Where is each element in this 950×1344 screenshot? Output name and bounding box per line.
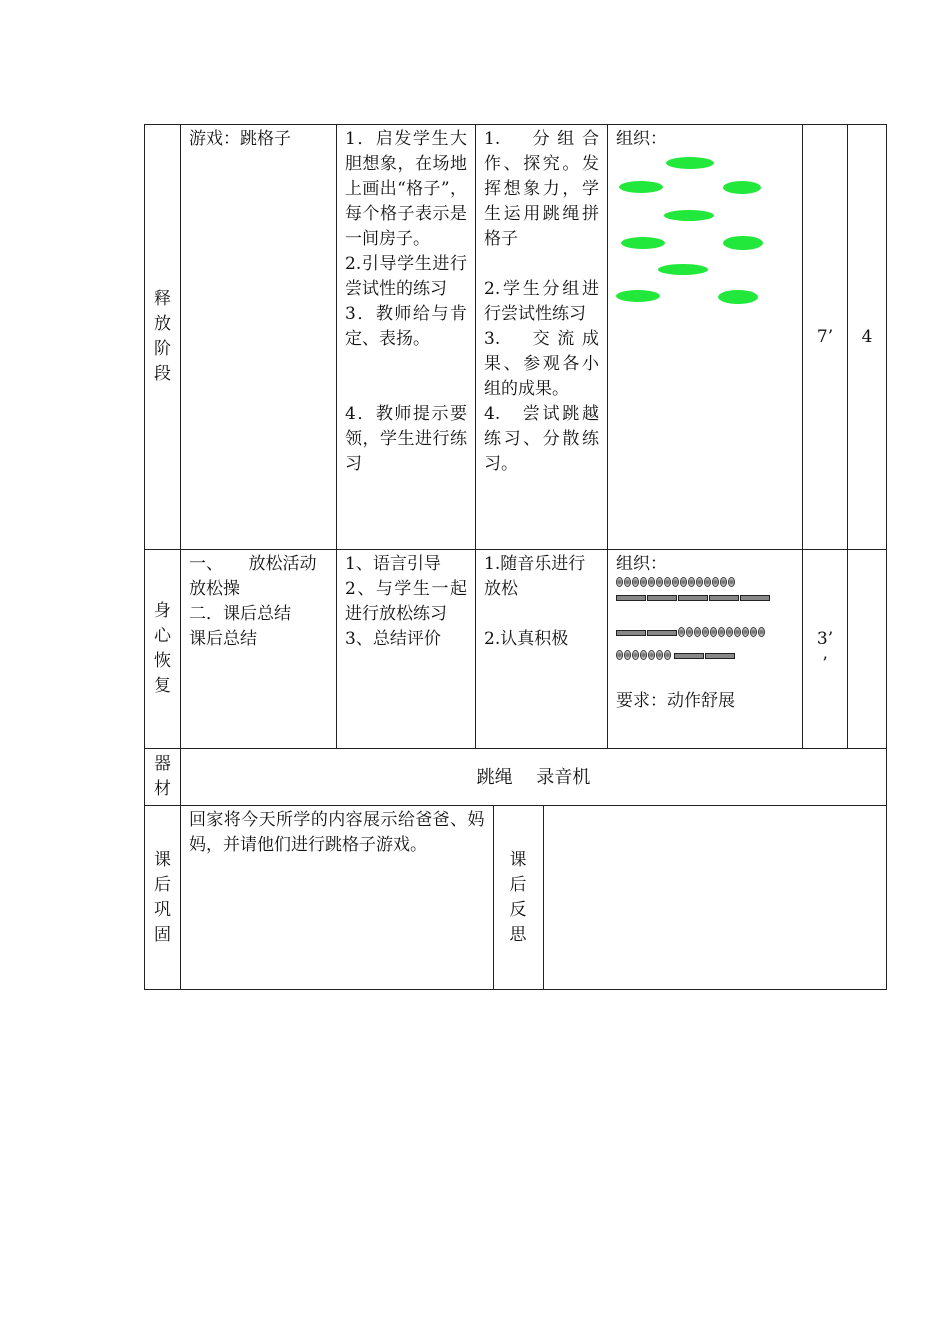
student-row <box>616 650 671 660</box>
homework-value: 回家将今天所学的内容展示给爸爸、妈妈，并请他们进行跳格子游戏。 <box>189 810 485 855</box>
recovery-student-cell <box>476 550 608 749</box>
group-marker <box>718 290 758 304</box>
group-marker <box>664 210 714 221</box>
rope <box>705 653 735 659</box>
recovery-count-cell <box>848 550 887 749</box>
recovery-requirement: 要求：动作舒展 <box>616 691 735 711</box>
recovery-time-cell <box>803 550 848 749</box>
group-marker <box>666 157 714 169</box>
recovery-content-cell <box>181 550 337 749</box>
rope <box>678 595 708 601</box>
rope <box>647 630 677 636</box>
release-time-cell <box>803 125 848 550</box>
student-row <box>616 577 735 587</box>
release-organization-cell <box>608 125 803 550</box>
group-marker <box>723 236 763 250</box>
recovery-stage-label: 身心恢复 <box>145 550 181 749</box>
lesson-plan-table <box>144 124 887 990</box>
group-marker <box>621 237 665 249</box>
group-marker <box>616 290 660 302</box>
group-marker <box>723 181 761 194</box>
recovery-teacher-1: 1、语言引导 <box>345 554 441 574</box>
rope <box>740 595 770 601</box>
release-stage-label: 释放阶段 <box>145 125 181 550</box>
equipment-label: 器材 <box>145 749 181 806</box>
recovery-content-4: 课后总结 <box>189 629 257 649</box>
group-marker <box>658 264 708 275</box>
recovery-student-1: 1.随音乐进行放松 <box>484 554 586 599</box>
recovery-time: 3’ ’ <box>816 629 834 674</box>
release-student-4: 4. 尝试跳越练习、分散练习。 <box>484 404 599 474</box>
release-org-label: 组织： <box>616 129 667 149</box>
grid-formation-diagram <box>616 152 794 312</box>
recovery-org-label: 组织： <box>616 554 667 574</box>
rope <box>709 595 739 601</box>
release-teacher-2: 2.引导学生进行尝试性的练习 <box>345 254 467 299</box>
group-marker <box>619 181 663 193</box>
release-teacher-4: 4．教师提示要领，学生进行练习 <box>345 404 467 474</box>
recovery-organization-cell <box>608 550 803 749</box>
equipment-row <box>145 749 887 806</box>
recovery-content-3: 二．课后总结 <box>189 604 291 624</box>
recovery-teacher-3: 3、总结评价 <box>345 629 441 649</box>
release-stage-row <box>145 125 887 550</box>
homework-inner-table <box>181 806 886 989</box>
rope <box>616 630 646 636</box>
relax-formation-diagram <box>616 577 794 689</box>
recovery-student-2: 2.认真积极 <box>484 629 569 649</box>
recovery-content-2: 放松操 <box>189 579 240 599</box>
release-content-cell <box>181 125 337 550</box>
homework-label: 课后巩固 <box>145 806 181 990</box>
homework-split <box>181 806 887 990</box>
equipment-value: 跳绳 录音机 <box>181 749 887 806</box>
release-time: 7’ <box>816 326 834 347</box>
release-teacher-cell <box>337 125 476 550</box>
homework-row <box>145 806 887 990</box>
rope <box>647 595 677 601</box>
release-teacher-1: 1．启发学生大胆想象，在场地上画出“格子”，每个格子表示是一间房子。 <box>345 129 467 249</box>
recovery-teacher-cell <box>337 550 476 749</box>
reflection-value <box>543 806 886 989</box>
release-count-cell <box>848 125 887 550</box>
release-student-2: 2.学生分组进行尝试性练习 <box>484 279 599 324</box>
release-teacher-3: 3．教师给与肯定、表扬。 <box>345 304 467 349</box>
release-student-cell <box>476 125 608 550</box>
recovery-teacher-2: 2、与学生一起进行放松练习 <box>345 579 467 624</box>
release-count: 4 <box>861 326 873 347</box>
release-student-3: 3. 交流成果、参观各小组的成果。 <box>484 329 599 399</box>
recovery-content-1: 一、 放松活动 <box>189 554 317 574</box>
student-row <box>678 627 765 637</box>
rope <box>674 653 704 659</box>
rope <box>616 595 646 601</box>
release-content: 游戏：跳格子 <box>189 129 291 149</box>
reflection-label: 课后反思 <box>493 806 543 989</box>
release-student-1: 1. 分组合作、探究。发挥想象力，学生运用跳绳拼格子 <box>484 129 599 249</box>
homework-value-cell <box>181 806 493 989</box>
recovery-stage-row <box>145 550 887 749</box>
